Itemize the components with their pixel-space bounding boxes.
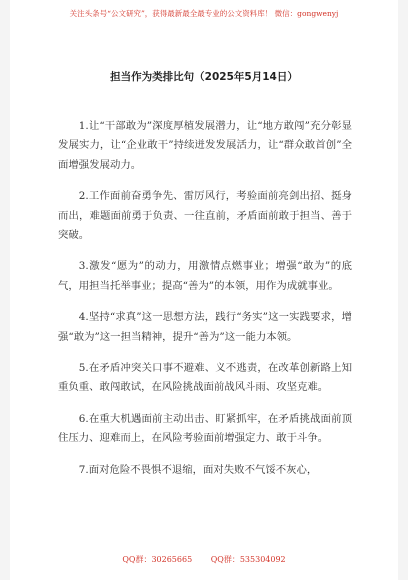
paragraph-4: 4.坚持“求真”这一思想方法，践行“务实”这一实践要求，增强“敢为”这一担当精神，提升“善为”这一能力本领。 — [58, 311, 352, 343]
paragraph-1: 1.让“干部敢为”深度厚植发展潜力，让“地方敢闯”充分彰显发展实力，让“企业敢干”持续迸发发展活力，让“群众敢首创”全面增强发展动力。 — [58, 120, 352, 171]
paragraph-5: 5.在矛盾冲突关口事不避难、义不逃责，在改革创新路上知重负重、敢闯敢试，在风险挑战面前战风斗雨、攻坚克难。 — [58, 362, 352, 394]
document-title: 担当作为类排比句（2025年5月14日） — [110, 71, 298, 83]
document-body — [58, 117, 352, 492]
document-page — [10, 0, 398, 580]
promo-footer — [10, 554, 398, 565]
footer-qq-group-2: QQ群：535304092 — [210, 555, 286, 564]
paragraph-6: 6.在重大机遇面前主动出击、盯紧抓牢，在矛盾挑战面前顶住压力、迎难而上，在风险考验面前增强定力、敢于斗争。 — [58, 412, 352, 445]
promo-header: 关注头条号“公文研究”，获得最新最全最专业的公文资料库！ 微信：gongwenyj — [69, 9, 339, 18]
footer-qq-group-1: QQ群：30265665 — [122, 555, 193, 564]
paragraph-2: 2.工作面前奋勇争先、雷厉风行，考验面前亮剑出招、挺身而出，难题面前勇于负责、一往直前，矛盾面前敢于担当、善于突破。 — [58, 190, 352, 242]
paragraph-7: 7.面对危险不畏惧不退缩，面对失败不气馁不灰心， — [78, 463, 318, 476]
paragraph-3: 3.激发“愿为”的动力，用激情点燃事业；增强“敢为”的底气，用担当托举事业；提高“善为”的本领，用作为成就事业。 — [58, 260, 352, 292]
